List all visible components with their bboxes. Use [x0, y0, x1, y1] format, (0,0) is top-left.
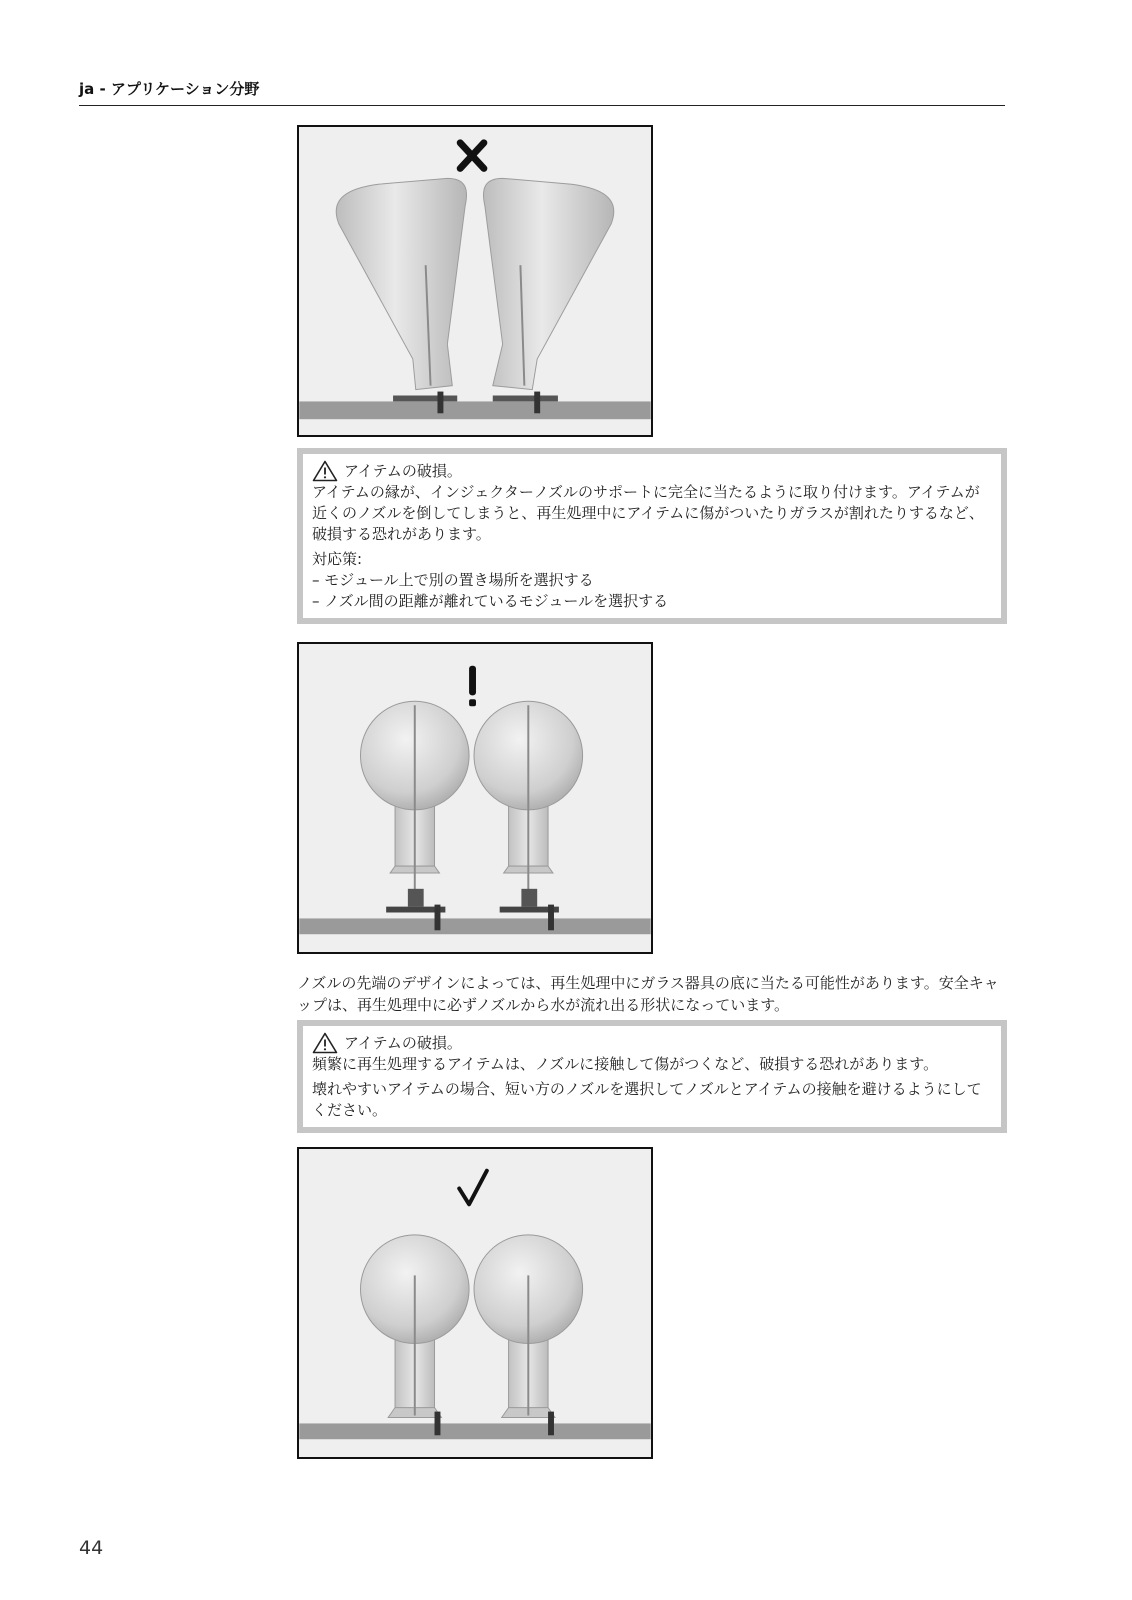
page-header: ja - アプリケーション分野 — [79, 78, 1005, 106]
nozzle-design-paragraph: ノズルの先端のデザインによっては、再生処理中にガラス器具の底に当たる可能性があります。安全キャップは、再生処理中に必ずノズルから水が流れ出る形状になっています。 — [297, 974, 999, 1014]
measures-label: 対応策: — [312, 550, 363, 568]
funnels-illustration — [299, 127, 651, 435]
notice-title-row — [312, 460, 989, 482]
notice-title: アイテムの破損。 — [344, 461, 462, 480]
flask-right — [474, 1235, 583, 1435]
flask-left — [360, 701, 469, 930]
figure-caution-flasks — [297, 642, 653, 954]
notice-title-row — [312, 1032, 989, 1054]
figure-incorrect-funnels — [297, 125, 653, 437]
warning-notice-item-damage — [297, 448, 1007, 624]
funnel-right — [483, 178, 613, 413]
funnel-left — [336, 178, 466, 413]
page-number: 44 — [79, 1537, 104, 1559]
flask-right — [474, 701, 583, 930]
check-icon — [459, 1171, 487, 1205]
flasks-tall-nozzle-illustration — [299, 644, 651, 952]
warning-triangle-icon — [312, 1032, 338, 1054]
rack-rail — [299, 918, 650, 934]
measure-item: – モジュール上で別の置き場所を選択する — [312, 571, 594, 589]
notice-title: アイテムの破損。 — [344, 1033, 462, 1052]
measure-item: – ノズル間の距離が離れているモジュールを選択する — [312, 592, 669, 610]
notice-body: 頻繁に再生処理するアイテムは、ノズルに接触して傷がつくなど、破損する恐れがあります。 — [312, 1055, 939, 1073]
figure-correct-flasks — [297, 1147, 653, 1459]
rack-rail — [299, 401, 650, 419]
warning-triangle-icon — [312, 460, 338, 482]
warning-notice-frequent-reprocessing — [297, 1020, 1007, 1133]
notice-body: 壊れやすいアイテムの場合、短い方のノズルを選択してノズルとアイテムの接触を避けるようにしてください。 — [312, 1080, 982, 1119]
notice-body: アイテムの縁が、インジェクターノズルのサポートに完全に当たるように取り付けます。アイテムが近くのノズルを倒してしまうと、再生処理中にアイテムに傷がついたりガラスが割れたりするなど、破損する恐れがあります。 — [312, 483, 984, 543]
exclamation-icon — [469, 666, 476, 706]
rack-rail — [299, 1423, 650, 1439]
flask-left — [360, 1235, 469, 1435]
flasks-short-nozzle-illustration — [299, 1149, 651, 1457]
cross-icon — [460, 143, 484, 169]
